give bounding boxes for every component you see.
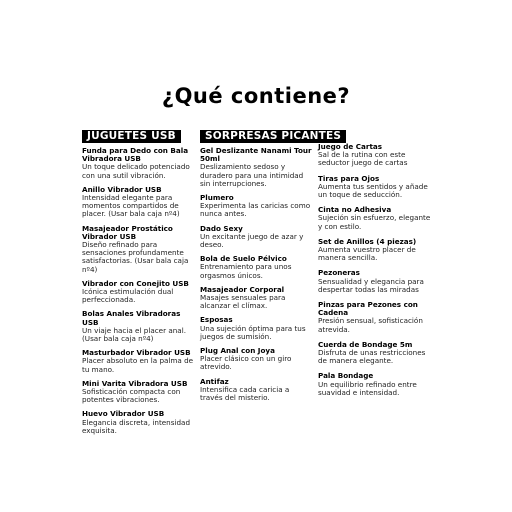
item-description: Disfruta de unas restricciones de manera elegante. xyxy=(318,348,426,366)
item-title: Masajeador Prostático Vibrador USB xyxy=(82,223,173,241)
item-title: Bolas Anales Vibradoras USB xyxy=(82,309,181,327)
list-item xyxy=(82,280,194,305)
item-title: Cuerda de Bondage 5m xyxy=(318,339,413,349)
item-description: Placer clásico con un giro atrevido. xyxy=(200,354,292,372)
list-item xyxy=(82,310,194,343)
list-item xyxy=(200,147,312,188)
list-item xyxy=(82,410,194,435)
list-item xyxy=(200,347,312,372)
list-item xyxy=(82,349,194,374)
item-description: Experimenta las caricias como nunca antes. xyxy=(200,201,311,219)
item-title: Set de Anillos (4 piezas) xyxy=(318,236,417,246)
item-description: Un viaje hacia el placer anal. (Usar bala caja nº4) xyxy=(82,325,186,344)
item-title: Juego de Cartas xyxy=(318,142,383,151)
item-title: Vibrador con Conejito USB xyxy=(82,278,189,288)
item-description: Aumenta tus sentidos y añade un toque de seducción. xyxy=(318,181,428,200)
item-description: Un excitante juego de azar y deseo. xyxy=(200,231,304,250)
item-title: Huevo Vibrador USB xyxy=(82,409,165,419)
list-item xyxy=(82,225,194,274)
item-description: Presión sensual, sofisticación atrevida. xyxy=(318,316,423,334)
item-description: Placer absoluto en la palma de tu mano. xyxy=(82,356,194,374)
item-description: Elegancia discreta, intensidad exquisita. xyxy=(82,417,191,435)
list-item xyxy=(82,380,194,405)
item-title: Pezoneras xyxy=(318,268,360,278)
list-item xyxy=(200,225,312,250)
item-description: Aumenta vuestro placer de manera sencilla. xyxy=(318,245,416,263)
list-item xyxy=(318,269,436,294)
list-item xyxy=(318,341,436,366)
item-description: Icónica estimulación dual perfeccionada. xyxy=(82,287,174,305)
item-title: Pala Bondage xyxy=(318,371,374,381)
item-title: Dado Sexy xyxy=(200,223,243,233)
sorpresas-column-b xyxy=(318,126,436,404)
item-description: Sujeción sin esfuerzo, elegante y con estilo. xyxy=(318,213,431,231)
item-description: Intensidad elegante para momentos compartidos de placer. (Usar bala caja nº4) xyxy=(82,193,180,219)
juguetes-column xyxy=(82,126,194,441)
item-description: Sensualidad y elegancia para despertar todas las miradas xyxy=(318,276,424,294)
list-item xyxy=(200,255,312,280)
list-item xyxy=(318,175,436,200)
item-description: Diseño refinado para sensaciones profundamente satisfactorias. (Usar bala caja nº4) xyxy=(82,240,189,274)
page-title: ¿Qué contiene? xyxy=(161,84,351,108)
list-item xyxy=(82,147,194,180)
list-item xyxy=(200,378,312,403)
item-description: Un toque delicado potenciado con una sutil vibración. xyxy=(82,162,190,180)
list-item xyxy=(318,238,436,263)
item-title: Antifaz xyxy=(200,376,229,386)
item-title: Funda para Dedo con Bala Vibradora USB xyxy=(82,146,189,164)
item-title: Gel Deslizante Nanami Tour 50ml xyxy=(200,146,312,164)
item-description: Intensifica cada caricia a través del misterio. xyxy=(200,384,290,403)
item-description: Deslizamiento sedoso y duradero para una intimidad sin interrupciones. xyxy=(200,162,304,188)
list-item xyxy=(318,143,436,168)
item-title: Pinzas para Pezones con Cadena xyxy=(318,300,418,318)
item-title: Cinta no Adhesiva xyxy=(318,205,392,215)
list-item xyxy=(200,316,312,341)
juguetes-header: JUGUETES USB xyxy=(82,130,181,143)
item-title: Mini Varita Vibradora USB xyxy=(82,378,188,388)
item-title: Masturbador Vibrador USB xyxy=(82,348,191,358)
item-description: Sal de la rutina con este seductor juego de cartas xyxy=(318,150,408,168)
item-title: Anillo Vibrador USB xyxy=(82,184,162,194)
sorpresas-header: SORPRESAS PICANTES xyxy=(200,130,346,143)
item-title: Tiras para Ojos xyxy=(318,173,380,183)
item-title: Bola de Suelo Pélvico xyxy=(200,254,287,264)
list-item xyxy=(318,372,436,397)
list-item xyxy=(318,301,436,334)
list-item xyxy=(318,206,436,231)
list-item xyxy=(200,194,312,219)
list-item xyxy=(82,186,194,219)
item-description: Una sujeción óptima para tus juegos de sumisión. xyxy=(200,323,306,341)
list-item xyxy=(200,286,312,311)
item-title: Plug Anal con Joya xyxy=(200,346,275,356)
item-description: Masajes sensuales para alcanzar el clímax. xyxy=(200,293,286,311)
item-description: Un equilibrio refinado entre suavidad e intensidad. xyxy=(318,379,417,397)
item-title: Masajeador Corporal xyxy=(200,284,285,294)
item-title: Esposas xyxy=(200,315,233,325)
item-description: Entrenamiento para unos orgasmos únicos. xyxy=(200,262,292,280)
item-title: Plumero xyxy=(200,193,234,203)
item-description: Sofisticación compacta con potentes vibraciones. xyxy=(82,387,181,405)
